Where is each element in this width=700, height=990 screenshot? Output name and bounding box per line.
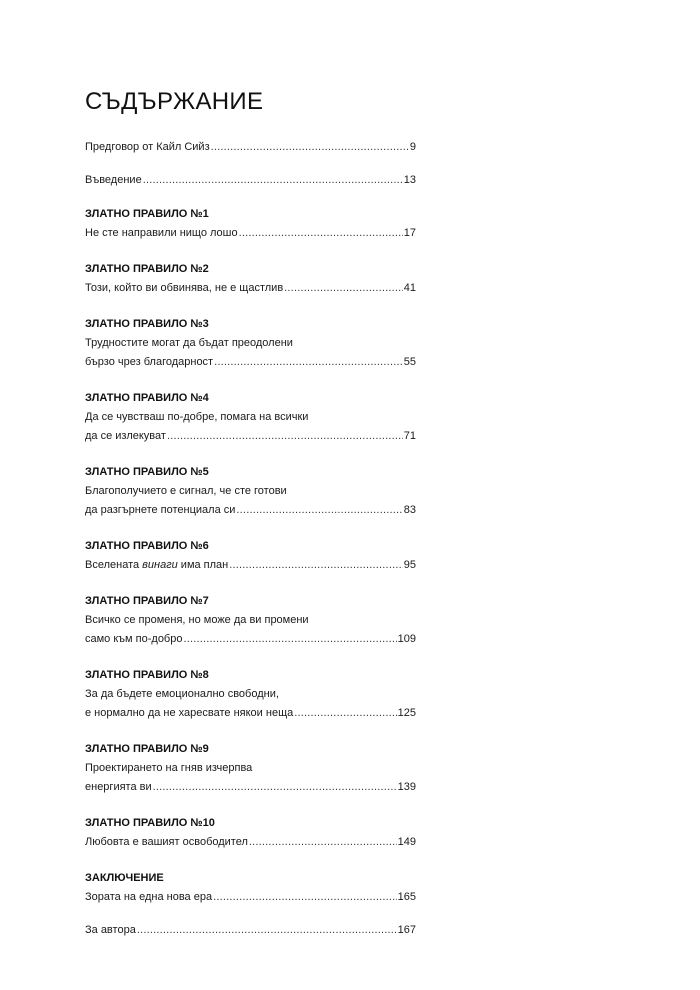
section-heading: ЗЛАТНО ПРАВИЛО №7: [85, 595, 209, 607]
section-heading: ЗЛАТНО ПРАВИЛО №5: [85, 466, 209, 478]
toc-entry-text: енергията ви: [85, 781, 152, 793]
toc-entry-rule-2: [85, 259, 416, 298]
toc-entry-text: Този, който ви обвинява, не е щастлив: [85, 282, 284, 294]
toc-line[interactable]: [85, 427, 416, 446]
toc-line[interactable]: [85, 353, 416, 372]
toc-entry-rule-7: [85, 591, 416, 649]
toc-text-emphasis: винаги: [142, 559, 178, 571]
toc-entry-rule-8: [85, 665, 416, 723]
toc-line[interactable]: [85, 833, 416, 852]
toc-entry-text: да се излекуват: [85, 430, 166, 442]
page-number: 55: [403, 356, 416, 368]
toc-entry-text: Предговор от Кайл Сийз: [85, 141, 210, 153]
table-of-contents: [85, 138, 416, 940]
toc-entry-text: бързо чрез благодарност: [85, 356, 214, 368]
toc-entry-intro: [85, 171, 416, 190]
page-number: 17: [403, 227, 416, 239]
toc-entry-rule-1: [85, 204, 416, 243]
toc-line[interactable]: [85, 888, 416, 907]
dot-leader: [167, 427, 403, 446]
section-heading: ЗЛАТНО ПРАВИЛО №2: [85, 263, 209, 275]
toc-entry-text: Любовта е вашият освободител: [85, 836, 248, 848]
toc-entry-text-line: Да се чувстваш по-добре, помага на всички: [85, 411, 309, 423]
dot-leader: [229, 556, 402, 575]
toc-line[interactable]: [85, 704, 416, 723]
dot-leader: [249, 833, 397, 852]
dot-leader: [137, 921, 397, 940]
toc-line[interactable]: [85, 921, 416, 940]
toc-entry-text: Не сте направили нищо лошо: [85, 227, 238, 239]
toc-text-part: Вселената: [85, 559, 143, 571]
toc-entry-text: само към по-добро: [85, 633, 183, 645]
dot-leader: [284, 279, 403, 298]
toc-entry-text: е нормално да не харесвате някои неща: [85, 707, 294, 719]
section-heading: ЗЛАТНО ПРАВИЛО №10: [85, 817, 215, 829]
dot-leader: [211, 138, 409, 157]
section-heading: ЗЛАТНО ПРАВИЛО №4: [85, 392, 209, 404]
toc-entry-text-line: Проектирането на гняв изчерпва: [85, 762, 253, 774]
toc-line[interactable]: [85, 556, 416, 575]
page-number: 149: [397, 836, 416, 848]
page-number: 165: [397, 891, 416, 903]
toc-line[interactable]: [85, 138, 416, 157]
toc-line[interactable]: [85, 224, 416, 243]
page-number: 109: [397, 633, 416, 645]
page-number: 13: [403, 174, 416, 186]
page-number: 125: [397, 707, 416, 719]
toc-entry-rule-4: [85, 388, 416, 446]
toc-entry-text: [85, 556, 228, 575]
toc-entry-text: За автора: [85, 924, 136, 936]
toc-entry-text-line: Благополучието е сигнал, че сте готови: [85, 485, 287, 497]
section-heading: ЗЛАТНО ПРАВИЛО №1: [85, 208, 209, 220]
toc-entry-text: да разгърнете потенциала си: [85, 504, 236, 516]
page-number: 83: [403, 504, 416, 516]
section-heading: ЗАКЛЮЧЕНИЕ: [85, 872, 164, 884]
page-number: 139: [397, 781, 416, 793]
toc-entry-rule-5: [85, 462, 416, 520]
page-title: СЪДЪРЖАНИЕ: [85, 88, 264, 115]
toc-line[interactable]: [85, 171, 416, 190]
page-number: 167: [397, 924, 416, 936]
toc-entry-text-line: За да бъдете емоционално свободни,: [85, 688, 279, 700]
section-heading: ЗЛАТНО ПРАВИЛО №3: [85, 318, 209, 330]
toc-entry-text-line: Трудностите могат да бъдат преодолени: [85, 337, 293, 349]
toc-entry-rule-9: [85, 739, 416, 797]
toc-entry-foreword: [85, 138, 416, 157]
dot-leader: [143, 171, 403, 190]
dot-leader: [236, 501, 402, 520]
page-number: 41: [403, 282, 416, 294]
dot-leader: [239, 224, 403, 243]
toc-entry-rule-6: [85, 536, 416, 575]
dot-leader: [214, 353, 403, 372]
dot-leader: [183, 630, 396, 649]
toc-entry-conclusion: [85, 868, 416, 907]
toc-entry-text: Зората на една нова ера: [85, 891, 213, 903]
toc-entry-text-line: Всичко се променя, но може да ви промени: [85, 614, 309, 626]
page-number: 71: [403, 430, 416, 442]
toc-entry-text: Въведение: [85, 174, 142, 186]
dot-leader: [294, 704, 396, 723]
toc-entry-author: [85, 921, 416, 940]
toc-entry-rule-10: [85, 813, 416, 852]
toc-line[interactable]: [85, 279, 416, 298]
dot-leader: [213, 888, 397, 907]
page-number: 9: [409, 141, 416, 153]
toc-entry-rule-3: [85, 314, 416, 372]
section-heading: ЗЛАТНО ПРАВИЛО №8: [85, 669, 209, 681]
toc-line[interactable]: [85, 501, 416, 520]
page-number: 95: [403, 559, 416, 571]
toc-line[interactable]: [85, 778, 416, 797]
section-heading: ЗЛАТНО ПРАВИЛО №9: [85, 743, 209, 755]
toc-line[interactable]: [85, 630, 416, 649]
dot-leader: [153, 778, 397, 797]
toc-text-part: има план: [177, 559, 229, 571]
section-heading: ЗЛАТНО ПРАВИЛО №6: [85, 540, 209, 552]
